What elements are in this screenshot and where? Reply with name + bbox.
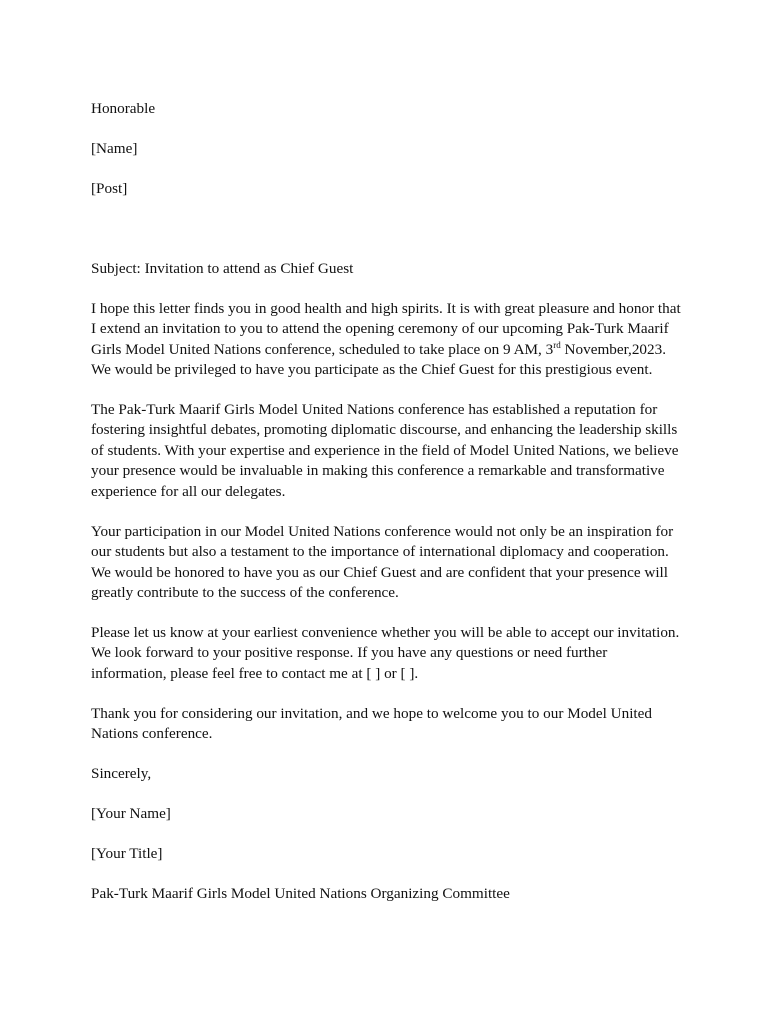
paragraph-1: [91, 299, 681, 381]
paragraph-line: The Pak-Turk Maarif Girls Model United Nations conference has established a reputation for: [91, 401, 658, 418]
date-superscript: rd: [553, 339, 561, 350]
paragraph-2: [91, 400, 678, 502]
recipient-name: [Name]: [91, 140, 138, 157]
paragraph-line: your presence would be invaluable in making this conference a remarkable and transformative: [91, 462, 665, 480]
paragraph-line: fostering insightful debates, promoting diplomatic discourse, and enhancing the leadership skills: [91, 421, 678, 439]
paragraph-line: Your participation in our Model United Nations conference would not only be an inspiration for: [91, 523, 674, 540]
closing: Sincerely,: [91, 765, 152, 782]
paragraph-line: We look forward to your positive response. If you have any questions or need further: [91, 644, 608, 662]
organization-name: Pak-Turk Maarif Girls Model United Nations Organizing Committee: [91, 885, 510, 902]
sender-name: [Your Name]: [91, 805, 171, 822]
paragraph-line: [91, 340, 681, 360]
subject-line: Subject: Invitation to attend as Chief Guest: [91, 260, 354, 277]
paragraph-4: [91, 623, 679, 684]
paragraph-line: We would be honored to have you as our Chief Guest and are confident that your presence will: [91, 563, 668, 581]
paragraph-line: Please let us know at your earliest convenience whether you will be able to accept our invitation.: [91, 624, 680, 641]
date-text-after: November,2023.: [560, 340, 667, 358]
paragraph-line: I extend an invitation to you to attend the opening ceremony of our upcoming Pak-Turk Maarif: [91, 320, 669, 338]
paragraph-5: [91, 704, 652, 745]
paragraph-line: of students. With your expertise and experience in the field of Model United Nations, we believe: [91, 441, 679, 459]
paragraph-line: I hope this letter finds you in good health and high spirits. It is with great pleasure and honor that: [91, 300, 681, 317]
sender-title: [Your Title]: [91, 845, 163, 862]
date-text-before: Girls Model United Nations conference, scheduled to take place on 9 AM, 3: [91, 340, 554, 358]
paragraph-line: Nations conference.: [91, 725, 213, 743]
paragraph-3: [91, 522, 673, 604]
paragraph-line: our students but also a testament to the importance of international diplomacy and cooperation.: [91, 543, 669, 561]
salutation-line: Honorable: [91, 100, 156, 117]
paragraph-line: Thank you for considering our invitation, and we hope to welcome you to our Model United: [91, 705, 652, 722]
paragraph-line: experience for all our delegates.: [91, 482, 286, 500]
recipient-post: [Post]: [91, 180, 128, 197]
paragraph-line: We would be privileged to have you participate as the Chief Guest for this prestigious event.: [91, 361, 653, 379]
paragraph-line: greatly contribute to the success of the conference.: [91, 584, 399, 602]
paragraph-line: information, please feel free to contact me at [ ] or [ ].: [91, 664, 419, 682]
